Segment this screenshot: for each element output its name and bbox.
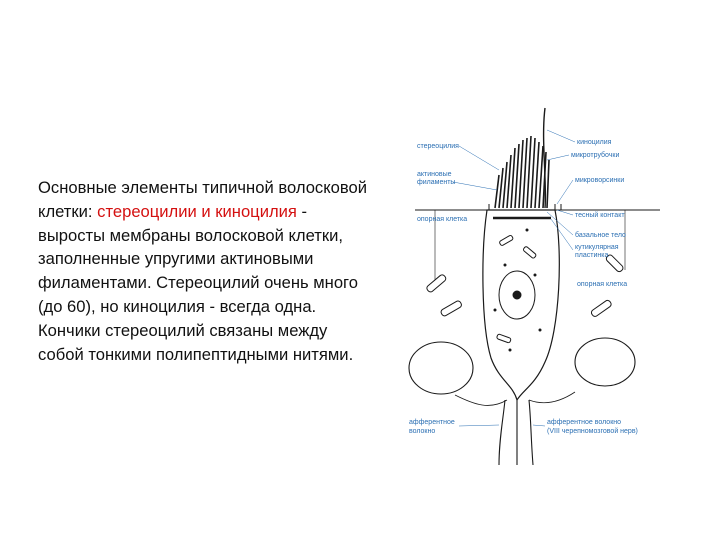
afferent-fiber [499,400,533,465]
label-afferent-right-1: афферентное волокно [547,419,622,426]
organelles [494,229,541,351]
label-microtubules: микротрубочки [571,152,620,159]
description-intro: Основные элементы типичной волосковой клетки: [38,178,372,221]
stereocilia-bundle [495,136,549,208]
support-nucleus-right [575,338,635,386]
hair-cell-body [483,210,559,400]
support-nucleus-left [409,342,473,394]
description-text [38,176,372,366]
label-actin-2: филаменты [417,179,456,186]
description-body: - выросты мембраны волосковой клетки, заполненные упругими актиновыми филаментами. Стереоцилий очень много (до 60), но киноцилия - всегда одна. Кончики стереоцилий связаны между собой тонкими полипептидными нитями. [38,201,363,364]
description-highlight: стереоцилии и киноцилия [97,201,297,221]
label-kinocilium: киноцилия [577,139,612,146]
label-stereocilia: стереоцилия [417,143,459,150]
label-cuticular-1: кутикулярная [575,244,619,251]
label-support-cell-right: опорная клетка [577,281,628,288]
label-afferent-1: афферентное [409,419,455,426]
label-cuticular-2: пластинка [575,252,609,259]
label-afferent-2: волокно [409,428,436,435]
label-support-cell-left: опорная клетка [417,216,468,223]
label-afferent-right-2: (VIII черепномозговой нерв) [547,428,638,435]
hair-cell-diagram [395,100,685,475]
label-basal-body: базальное тело [575,232,626,239]
label-actin-1: актиновые [417,171,452,178]
label-microvilli: микроворсинки [575,177,625,184]
label-tight-junction: тесный контакт [575,212,625,219]
